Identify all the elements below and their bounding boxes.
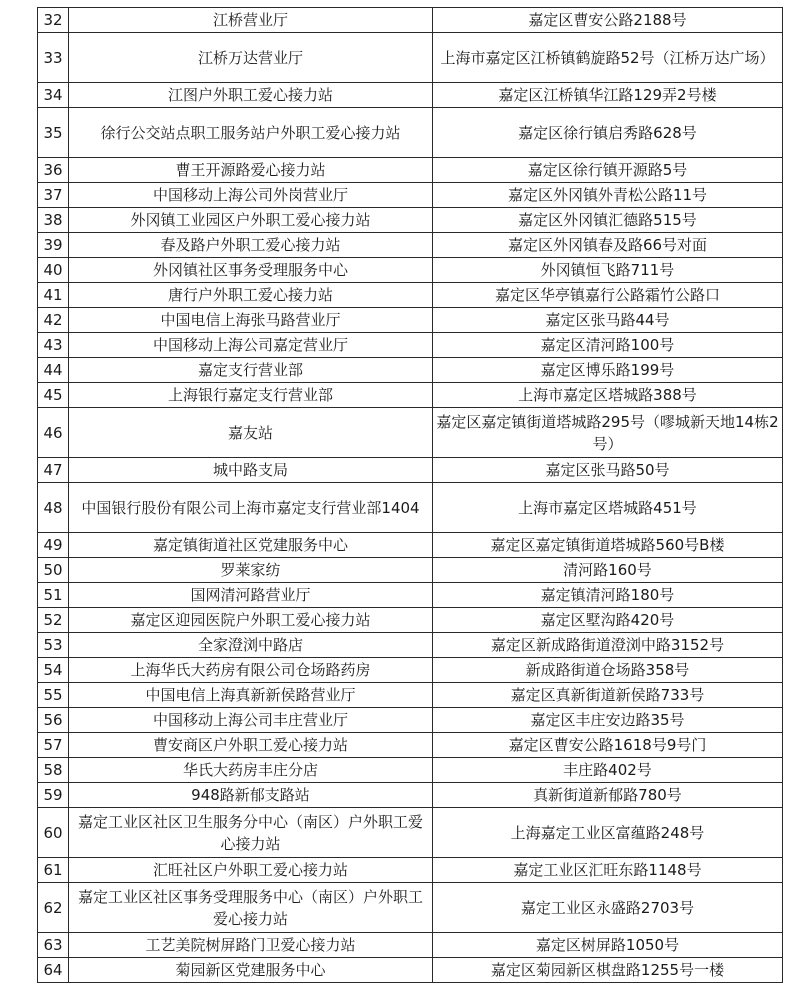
station-address: 上海市嘉定区塔城路388号 xyxy=(433,383,783,408)
table-row xyxy=(38,408,783,458)
station-address: 上海市嘉定区塔城路451号 xyxy=(433,483,783,533)
table-row xyxy=(38,83,783,108)
station-list-sheet xyxy=(37,7,782,983)
station-table-body xyxy=(38,8,783,983)
row-number: 35 xyxy=(38,108,69,158)
table-row xyxy=(38,758,783,783)
station-address: 嘉定区外冈镇外青松公路11号 xyxy=(433,183,783,208)
row-number: 46 xyxy=(38,408,69,458)
row-number: 53 xyxy=(38,633,69,658)
station-name: 上海银行嘉定支行营业部 xyxy=(69,383,433,408)
station-address: 嘉定区张马路44号 xyxy=(433,308,783,333)
row-number: 64 xyxy=(38,958,69,983)
station-address: 上海嘉定工业区富蕴路248号 xyxy=(433,808,783,858)
station-address: 嘉定区徐行镇启秀路628号 xyxy=(433,108,783,158)
row-number: 63 xyxy=(38,933,69,958)
station-name: 曹安商区户外职工爱心接力站 xyxy=(69,733,433,758)
station-address: 新成路街道仓场路358号 xyxy=(433,658,783,683)
station-name: 春及路户外职工爱心接力站 xyxy=(69,233,433,258)
table-row xyxy=(38,458,783,483)
station-name: 中国移动上海公司丰庄营业厅 xyxy=(69,708,433,733)
row-number: 56 xyxy=(38,708,69,733)
table-row xyxy=(38,333,783,358)
station-name: 嘉友站 xyxy=(69,408,433,458)
row-number: 32 xyxy=(38,8,69,33)
station-address: 嘉定区新成路街道澄浏中路3152号 xyxy=(433,633,783,658)
station-address: 嘉定区外冈镇汇德路515号 xyxy=(433,208,783,233)
row-number: 44 xyxy=(38,358,69,383)
station-name: 嘉定工业区社区事务受理服务中心（南区）户外职工爱心接力站 xyxy=(69,883,433,933)
table-row xyxy=(38,583,783,608)
table-row xyxy=(38,708,783,733)
station-name: 华氏大药房丰庄分店 xyxy=(69,758,433,783)
table-row xyxy=(38,108,783,158)
row-number: 61 xyxy=(38,858,69,883)
row-number: 57 xyxy=(38,733,69,758)
station-name: 中国银行股份有限公司上海市嘉定支行营业部1404 xyxy=(69,483,433,533)
row-number: 60 xyxy=(38,808,69,858)
station-address: 嘉定区嘉定镇街道塔城路295号（嘐城新天地14栋2号） xyxy=(433,408,783,458)
table-row xyxy=(38,958,783,983)
table-row xyxy=(38,208,783,233)
station-address: 嘉定区清河路100号 xyxy=(433,333,783,358)
station-address: 丰庄路402号 xyxy=(433,758,783,783)
station-address: 嘉定区博乐路199号 xyxy=(433,358,783,383)
row-number: 52 xyxy=(38,608,69,633)
table-row xyxy=(38,33,783,83)
row-number: 58 xyxy=(38,758,69,783)
row-number: 51 xyxy=(38,583,69,608)
station-name: 嘉定镇街道社区党建服务中心 xyxy=(69,533,433,558)
table-row xyxy=(38,233,783,258)
table-row xyxy=(38,733,783,758)
station-address: 嘉定区张马路50号 xyxy=(433,458,783,483)
table-row xyxy=(38,608,783,633)
station-address: 上海市嘉定区江桥镇鹤旋路52号（江桥万达广场） xyxy=(433,33,783,83)
row-number: 62 xyxy=(38,883,69,933)
table-row xyxy=(38,683,783,708)
station-name: 江桥万达营业厅 xyxy=(69,33,433,83)
table-row xyxy=(38,308,783,333)
row-number: 36 xyxy=(38,158,69,183)
station-name: 嘉定支行营业部 xyxy=(69,358,433,383)
table-row xyxy=(38,358,783,383)
station-address: 嘉定区华亭镇嘉行公路霜竹公路口 xyxy=(433,283,783,308)
station-name: 中国移动上海公司嘉定营业厅 xyxy=(69,333,433,358)
row-number: 55 xyxy=(38,683,69,708)
station-address: 嘉定区树屏路1050号 xyxy=(433,933,783,958)
row-number: 41 xyxy=(38,283,69,308)
station-address: 嘉定工业区汇旺东路1148号 xyxy=(433,858,783,883)
station-name: 中国电信上海张马路营业厅 xyxy=(69,308,433,333)
station-address: 清河路160号 xyxy=(433,558,783,583)
station-address: 嘉定区丰庄安边路35号 xyxy=(433,708,783,733)
table-row xyxy=(38,558,783,583)
table-row xyxy=(38,783,783,808)
table-row xyxy=(38,283,783,308)
station-address: 真新街道新郁路780号 xyxy=(433,783,783,808)
station-address: 嘉定镇清河路180号 xyxy=(433,583,783,608)
table-row xyxy=(38,658,783,683)
row-number: 42 xyxy=(38,308,69,333)
station-name: 中国电信上海真新新侯路营业厅 xyxy=(69,683,433,708)
station-name: 唐行户外职工爱心接力站 xyxy=(69,283,433,308)
station-address: 嘉定工业区永盛路2703号 xyxy=(433,883,783,933)
station-address: 嘉定区徐行镇开源路5号 xyxy=(433,158,783,183)
station-address: 嘉定区嘉定镇街道塔城路560号B楼 xyxy=(433,533,783,558)
station-address: 嘉定区真新街道新侯路733号 xyxy=(433,683,783,708)
station-address: 外冈镇恒飞路711号 xyxy=(433,258,783,283)
station-table xyxy=(37,7,783,983)
row-number: 49 xyxy=(38,533,69,558)
table-row xyxy=(38,183,783,208)
row-number: 47 xyxy=(38,458,69,483)
row-number: 39 xyxy=(38,233,69,258)
station-name: 工艺美院树屏路门卫爱心接力站 xyxy=(69,933,433,958)
station-address: 嘉定区墅沟路420号 xyxy=(433,608,783,633)
station-address: 嘉定区江桥镇华江路129弄2号楼 xyxy=(433,83,783,108)
table-row xyxy=(38,633,783,658)
station-name: 罗莱家纺 xyxy=(69,558,433,583)
table-row xyxy=(38,808,783,858)
row-number: 37 xyxy=(38,183,69,208)
table-row xyxy=(38,258,783,283)
table-row xyxy=(38,383,783,408)
station-name: 外冈镇工业园区户外职工爱心接力站 xyxy=(69,208,433,233)
row-number: 45 xyxy=(38,383,69,408)
table-row xyxy=(38,8,783,33)
station-name: 上海华氏大药房有限公司仓场路药房 xyxy=(69,658,433,683)
station-name: 全家澄浏中路店 xyxy=(69,633,433,658)
station-name: 菊园新区党建服务中心 xyxy=(69,958,433,983)
station-name: 城中路支局 xyxy=(69,458,433,483)
station-name: 江图户外职工爱心接力站 xyxy=(69,83,433,108)
station-address: 嘉定区菊园新区棋盘路1255号一楼 xyxy=(433,958,783,983)
station-name: 嘉定工业区社区卫生服务分中心（南区）户外职工爱心接力站 xyxy=(69,808,433,858)
station-address: 嘉定区曹安公路1618号9号门 xyxy=(433,733,783,758)
station-name: 外冈镇社区事务受理服务中心 xyxy=(69,258,433,283)
row-number: 38 xyxy=(38,208,69,233)
station-name: 中国移动上海公司外岗营业厅 xyxy=(69,183,433,208)
station-address: 嘉定区曹安公路2188号 xyxy=(433,8,783,33)
row-number: 43 xyxy=(38,333,69,358)
station-name: 嘉定区迎园医院户外职工爱心接力站 xyxy=(69,608,433,633)
table-row xyxy=(38,483,783,533)
station-address: 嘉定区外冈镇春及路66号对面 xyxy=(433,233,783,258)
station-name: 国网清河路营业厅 xyxy=(69,583,433,608)
row-number: 33 xyxy=(38,33,69,83)
station-name: 江桥营业厅 xyxy=(69,8,433,33)
station-name: 曹王开源路爱心接力站 xyxy=(69,158,433,183)
row-number: 48 xyxy=(38,483,69,533)
station-name: 汇旺社区户外职工爱心接力站 xyxy=(69,858,433,883)
row-number: 54 xyxy=(38,658,69,683)
row-number: 40 xyxy=(38,258,69,283)
row-number: 34 xyxy=(38,83,69,108)
row-number: 50 xyxy=(38,558,69,583)
table-row xyxy=(38,883,783,933)
station-name: 徐行公交站点职工服务站户外职工爱心接力站 xyxy=(69,108,433,158)
table-row xyxy=(38,533,783,558)
station-name: 948路新郁支路站 xyxy=(69,783,433,808)
table-row xyxy=(38,158,783,183)
row-number: 59 xyxy=(38,783,69,808)
table-row xyxy=(38,933,783,958)
table-row xyxy=(38,858,783,883)
